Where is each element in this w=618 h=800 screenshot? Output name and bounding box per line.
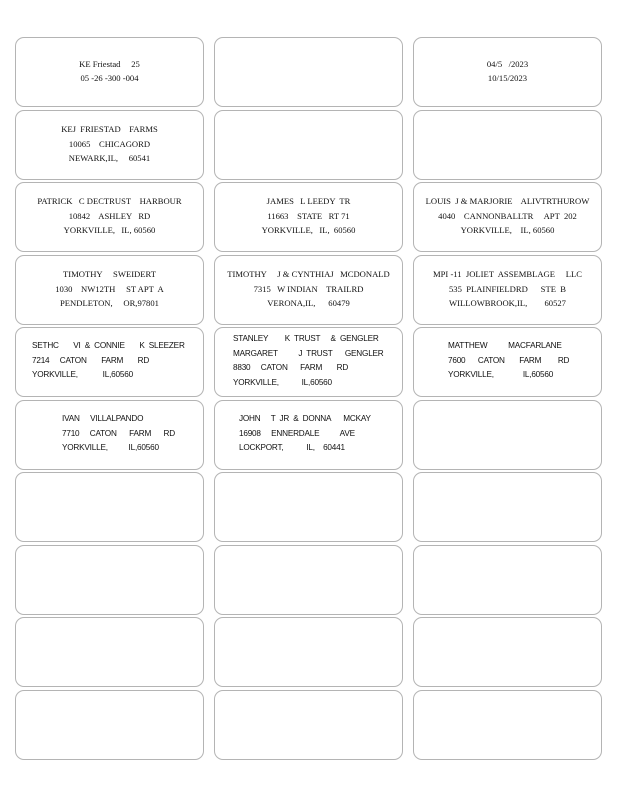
label-line: 7710 CATON FARM RD [62,428,175,438]
label-line: IVAN VILLALPANDO [62,414,144,424]
label-line: 10065 CHICAGORD [68,138,151,149]
label-line: 16908 ENNERDALE AVE [239,428,355,438]
label-line: YORKVILLE, IL,60560 [32,370,133,380]
label-text [32,339,201,383]
label-line: MPI -11 JOLIET ASSEMBLAGE LLC [433,269,582,280]
label-text [233,332,400,390]
address-label [214,690,403,760]
label-line: 1030 NW12TH ST APT A [55,283,164,294]
label-line: KE Friestad 25 [79,58,140,69]
label-line: PENDLETON, OR,97801 [60,298,159,309]
address-label [15,255,204,325]
label-text [414,267,601,311]
label-line: 7600 CATON FARM RD [448,355,570,365]
label-line: PATRICK C DECTRUST HARBOUR [37,196,182,207]
address-label [413,472,602,542]
address-label [413,182,602,252]
label-text [215,267,402,311]
address-label [15,400,204,470]
label-text [16,267,203,311]
address-label [15,472,204,542]
label-line: KEJ FRIESTAD FARMS [61,124,158,135]
label-line: 535 PLAINFIELDRD STE B [449,283,566,294]
label-line: LOCKPORT, IL, 60441 [239,443,345,453]
address-label [413,545,602,615]
label-line: 10842 ASHLEY RD [68,210,151,221]
label-line: YORKVILLE, IL,60560 [62,443,159,453]
label-line: 05 -26 -300 -004 [80,73,139,83]
address-label [413,617,602,687]
label-text [448,339,599,383]
address-label [15,37,204,107]
address-label [413,690,602,760]
label-line: MATTHEW MACFARLANE [448,341,562,351]
address-label [15,545,204,615]
label-line: VERONA,IL, 60479 [267,298,350,309]
label-text [16,122,203,166]
label-line: YORKVILLE, IL, 60560 [460,225,555,236]
label-text [215,194,402,238]
label-text [16,57,203,86]
address-label [214,545,403,615]
label-line: NEWARK,IL, 60541 [68,153,151,164]
label-line: JOHN T JR & DONNA MCKAY [239,414,371,424]
address-label [214,255,403,325]
label-text [414,194,601,238]
address-label [413,110,602,180]
label-text [62,412,201,456]
label-line: YORKVILLE, IL, 60560 [261,225,356,236]
address-label [413,400,602,470]
label-line: YORKVILLE, IL, 60560 [63,225,156,236]
address-label [15,690,204,760]
label-line: 8830 CATON FARM RD [233,363,349,372]
label-text [414,57,601,86]
address-label [214,617,403,687]
address-label [214,110,403,180]
label-text [239,412,400,456]
address-label [413,327,602,397]
label-text [16,194,203,238]
address-label [15,182,204,252]
address-label [413,255,602,325]
address-label [214,37,403,107]
label-line: 11663 STATE RT 71 [267,210,350,221]
label-line: SETHC VI & CONNIE K SLEEZER [32,341,185,351]
label-line: WILLOWBROOK,IL, 60527 [449,298,566,309]
address-label [15,617,204,687]
label-line: STANLEY K TRUST & GENGLER [233,334,379,343]
label-line: 10/15/2023 [487,73,528,83]
address-label [214,472,403,542]
address-label [15,110,204,180]
label-line: 7214 CATON FARM RD [32,355,150,365]
label-line: TIMOTHY J & CYNTHIAJ MCDONALD [227,269,390,280]
label-line: 7315 W INDIAN TRAILRD [253,283,364,294]
label-line: YORKVILLE, IL,60560 [233,377,332,387]
label-line: LOUIS J & MARJORIE ALIVTRTHUROW [425,196,590,207]
label-line: 4040 CANNONBALLTR APT 202 [438,210,577,221]
label-line: MARGARET J TRUST GENGLER [233,348,384,358]
label-line: TIMOTHY SWEIDERT [63,269,156,280]
address-label [214,327,403,397]
address-label [214,182,403,252]
address-label [214,400,403,470]
label-line: YORKVILLE, IL,60560 [448,370,554,380]
address-label [15,327,204,397]
label-line: 04/5 /2023 [486,58,529,69]
address-label [413,37,602,107]
label-line: JAMES L LEEDY TR [266,196,351,207]
